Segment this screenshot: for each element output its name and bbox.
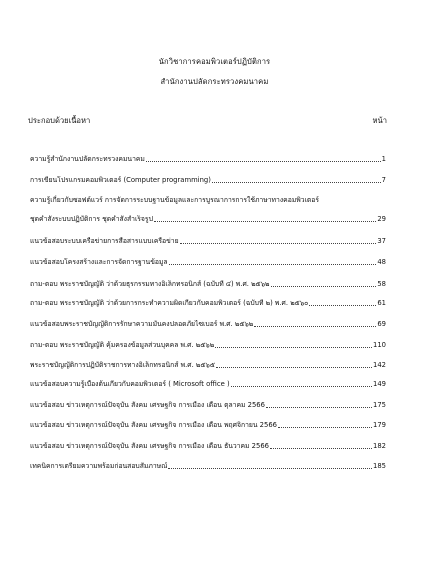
- toc-entry-page: 142: [373, 361, 386, 369]
- toc-entry: [30, 341, 386, 350]
- toc-entry-page: 175: [373, 401, 386, 409]
- dot-leader: [270, 448, 372, 449]
- dot-leader: [154, 221, 376, 222]
- toc-entry: [30, 320, 386, 329]
- toc-entry-title: ถาม-ตอบ พระราชบัญญัติ ว่าด้วยการกระทำความผิดเกี่ยวกับคอมพิวเตอร์ (ฉบับที่ ๒) พ.ศ. ๒๕๖๐: [30, 299, 309, 307]
- toc-entry: [30, 280, 386, 289]
- toc-entry-page: 182: [373, 442, 386, 450]
- toc-entry-title: แนวข้อสอบโครงสร้างและการจัดการฐานข้อมูล: [30, 258, 168, 266]
- toc-entry-title: เทคนิคการเตรียมความพร้อมก่อนสอบสัมภาษณ์: [30, 462, 168, 470]
- toc-entry-title: แนวข้อสอบ ข่าวเหตุการณ์ปัจจุบัน สังคม เศรษฐกิจ การเมือง เดือน พฤศจิกายน 2566: [30, 421, 277, 429]
- dot-leader: [215, 347, 372, 348]
- toc-entry: [30, 196, 386, 224]
- document-subtitle: สำนักงานปลัดกระทรวงคมนาคม: [160, 77, 269, 86]
- toc-entry-title: แนวข้อสอบ ข่าวเหตุการณ์ปัจจุบัน สังคม เศรษฐกิจ การเมือง เดือน ธันวาคม 2566: [30, 442, 269, 450]
- toc-entry-page: 110: [373, 341, 386, 349]
- toc-entry-title: ถาม-ตอบ พระราชบัญญัติ ว่าด้วยธุรกรรมทางอิเล็กทรอนิกส์ (ฉบับที่ ๔) พ.ศ. ๒๕๖๒: [30, 280, 270, 288]
- toc-entry-page: 48: [377, 258, 386, 266]
- toc-entry-title: แนวข้อสอบระบบเครือข่ายการสื่อสารแบบเครือข่าย: [30, 237, 179, 245]
- toc-entry-title: ถาม-ตอบ พระราชบัญญัติ คุ้มครองข้อมูลส่วนบุคคล พ.ศ. ๒๕๖๒: [30, 341, 215, 349]
- toc-entry-page: 58: [377, 280, 386, 288]
- dot-leader: [254, 326, 376, 327]
- toc-entry-page: 69: [377, 320, 386, 328]
- toc-entry: [30, 299, 386, 308]
- dot-leader: [216, 367, 372, 368]
- toc-entry: [30, 401, 386, 410]
- dot-leader: [168, 468, 372, 469]
- toc-heading: ประกอบด้วยเนื้อหา: [28, 116, 91, 125]
- toc-entry: [30, 462, 386, 471]
- toc-entry: [30, 380, 386, 389]
- toc-entry-title: การเขียนโปรแกรมคอมพิวเตอร์ (Computer programming): [30, 176, 211, 184]
- dot-leader: [271, 286, 377, 287]
- dot-leader: [169, 264, 377, 265]
- toc-entry: [30, 442, 386, 451]
- toc-entry: [30, 421, 386, 430]
- toc-entry-title: แนวข้อสอบ ข่าวเหตุการณ์ปัจจุบัน สังคม เศรษฐกิจ การเมือง เดือน ตุลาคม 2566: [30, 401, 265, 409]
- document-title: นักวิชาการคอมพิวเตอร์ปฏิบัติการ: [158, 57, 271, 66]
- toc-entry: [30, 176, 386, 185]
- toc-entry-page: 149: [373, 380, 386, 388]
- toc-entry: [30, 258, 386, 267]
- toc-entry-title: ชุดคำสั่งระบบปฏิบัติการ ชุดคำสั่งสำเร็จรูป: [30, 215, 153, 223]
- toc-entry-title: ความรู้สำนักงานปลัดกระทรวงคมนาคม: [30, 155, 145, 163]
- toc-entry: [30, 155, 386, 164]
- toc-entry-title: แนวข้อสอบความรู้เบื้องต้นเกี่ยวกับคอมพิวเตอร์ ( Microsoft office ): [30, 380, 230, 388]
- toc-entry-title: แนวข้อสอบพระราชบัญญัติการรักษาความมั่นคงปลอดภัยไซเบอร์ พ.ศ. ๒๕๖๒: [30, 320, 254, 328]
- toc-entry-page: 7: [381, 176, 386, 184]
- toc-page-heading: หน้า: [372, 116, 387, 125]
- toc-entry-page: 1: [381, 155, 386, 163]
- dot-leader: [146, 161, 381, 162]
- toc-entry-page: 37: [377, 237, 386, 245]
- dot-leader: [212, 182, 381, 183]
- toc-entry-title: พระราชบัญญัติการปฏิบัติราชการทางอิเล็กทรอนิกส์ พ.ศ. ๒๕๖๕: [30, 361, 215, 369]
- dot-leader: [180, 243, 377, 244]
- toc-entry: [30, 361, 386, 370]
- toc-entry: [30, 237, 386, 246]
- toc-entry-page: 61: [377, 299, 386, 307]
- dot-leader: [231, 386, 372, 387]
- dot-leader: [266, 407, 372, 408]
- toc-entry-page: 29: [377, 215, 386, 223]
- toc-entry-page: 185: [373, 462, 386, 470]
- dot-leader: [309, 305, 376, 306]
- toc-entry-title-line1: ความรู้เกี่ยวกับซอฟต์แวร์ การจัดการระบบฐานข้อมูลและการบูรณาการการใช้ภาษาทางคอมพิวเตอร์: [30, 196, 320, 204]
- toc-entry-page: 179: [373, 421, 386, 429]
- dot-leader: [278, 427, 372, 428]
